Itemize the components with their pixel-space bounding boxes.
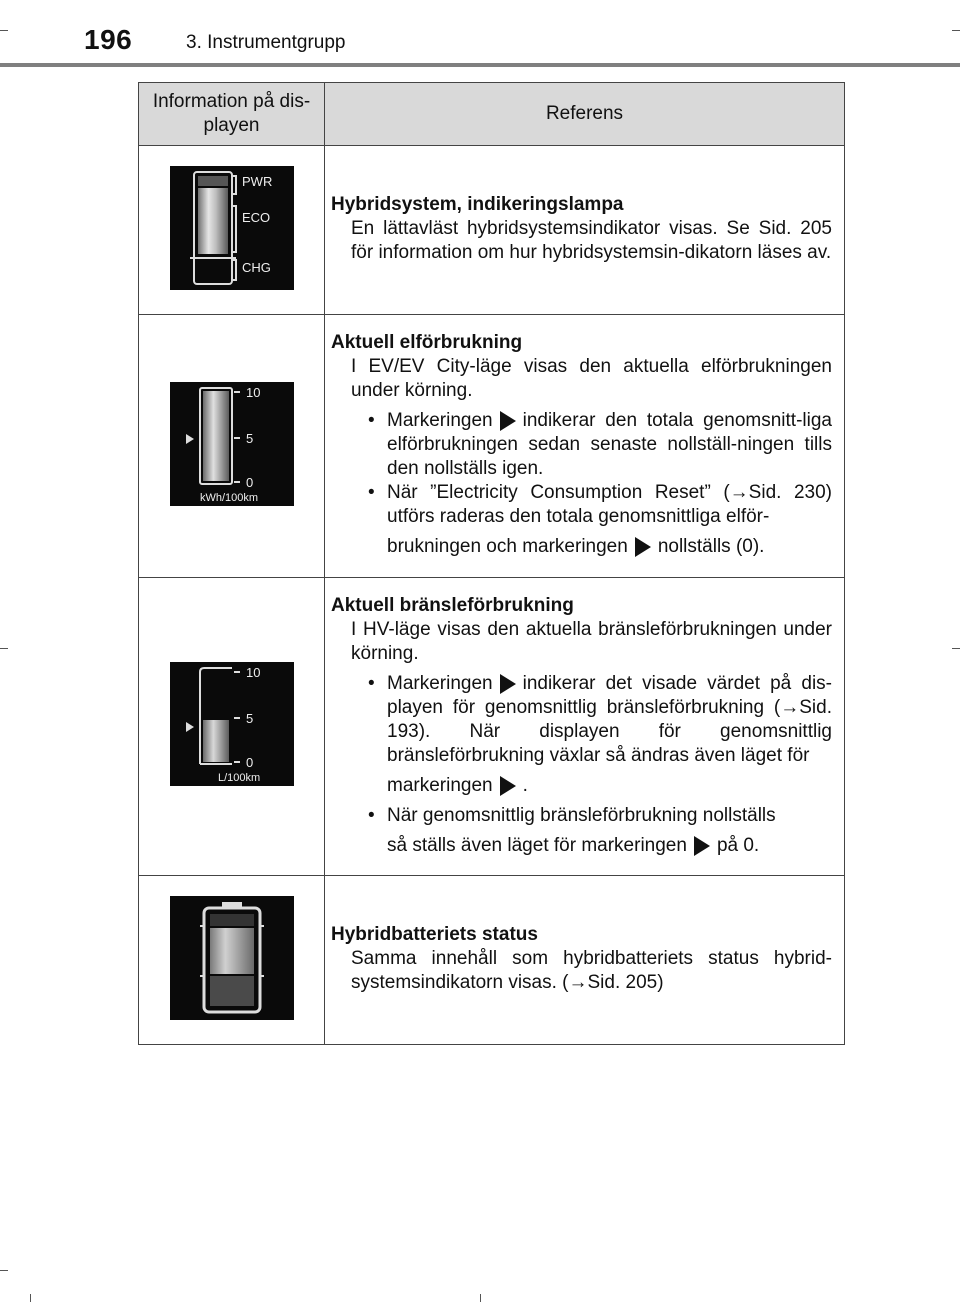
table-row xyxy=(139,876,845,1045)
marker-triangle-icon xyxy=(499,410,517,432)
tick-label-0: 0 xyxy=(245,474,253,490)
list-item: • Markeringen indikerar den totala genomsnitt-liga elförbrukningen sedan senaste nollställ-ningen tills den nollställs igen. xyxy=(368,409,832,481)
row-body: En lättavläst hybridsystemsindikator visas. Se Sid. 205 för information om hur hybridsystemsin-dikatorn läses av. xyxy=(351,218,832,263)
bullet-list xyxy=(331,804,832,828)
reference-table xyxy=(138,82,845,1045)
row-body: Samma innehåll som hybridbatteriets status hybrid-systemsindikatorn visas. (→Sid. 205) xyxy=(351,948,832,993)
table-row xyxy=(139,315,845,578)
chg-label: CHG xyxy=(241,259,271,275)
row-title: Hybridsystem, indikeringslampa xyxy=(331,194,624,215)
page-number: 196 xyxy=(84,24,133,55)
pwr-label: PWR xyxy=(241,173,272,189)
hybrid-system-indicator-icon xyxy=(170,166,294,290)
bullet-list xyxy=(331,409,832,529)
row-title: Hybridbatteriets status xyxy=(331,924,538,945)
table-row xyxy=(139,146,845,315)
row-title: Aktuell elförbrukning xyxy=(331,332,523,353)
marker-triangle-icon xyxy=(499,775,517,797)
hybrid-battery-icon xyxy=(170,896,294,1020)
crop-mark xyxy=(30,1294,31,1302)
table-row xyxy=(139,578,845,876)
marker-triangle-icon xyxy=(499,673,517,695)
bullet-list xyxy=(331,672,832,768)
marker-triangle-icon xyxy=(634,536,652,558)
column-header-info: Information på dis-playen xyxy=(139,83,325,146)
continued-text: så ställs även läget för markeringen på 0. xyxy=(387,834,760,856)
tick-label-10: 10 xyxy=(245,384,260,400)
tick-label-5: 5 xyxy=(245,711,253,726)
row-title: Aktuell bränsleförbrukning xyxy=(331,594,574,616)
continued-text: markeringen . xyxy=(387,774,528,796)
continued-text: brukningen och markeringen nollställs (0). xyxy=(387,536,765,557)
unit-label: L/100km xyxy=(217,772,260,784)
page-header xyxy=(0,0,960,64)
column-header-reference: Referens xyxy=(325,83,845,146)
list-item: • Markeringen indikerar det visade värdet på dis-playen för genomsnittlig bränsleförbrukning (→Sid. 193). När displayen för genomsnittlig bränsleförbrukning växlar så ändras även läget för xyxy=(368,672,832,768)
marker-triangle-icon xyxy=(693,835,711,857)
crop-mark xyxy=(480,1294,481,1302)
crop-mark xyxy=(952,648,960,649)
list-item: • När genomsnittlig bränsleförbrukning nollställs xyxy=(368,804,832,828)
fuel-gauge-icon xyxy=(170,662,294,786)
crop-mark xyxy=(0,1270,8,1271)
row-body: I HV-läge visas den aktuella bränsleförbrukningen under körning. xyxy=(351,618,832,664)
header-rule xyxy=(0,63,960,67)
list-item: • När ”Electricity Consumption Reset” (→Sid. 230) utförs raderas den totala genomsnittliga elför- xyxy=(368,481,832,529)
tick-label-10: 10 xyxy=(245,665,260,680)
electricity-gauge-icon xyxy=(170,382,294,506)
chapter-title: 3. Instrumentgrupp xyxy=(186,32,346,53)
row-body: I EV/EV City-läge visas den aktuella elförbrukningen under körning. xyxy=(351,356,832,401)
unit-label: kWh/100km xyxy=(199,491,258,504)
crop-mark xyxy=(0,648,8,649)
tick-label-0: 0 xyxy=(245,755,253,770)
eco-label: ECO xyxy=(241,209,270,225)
tick-label-5: 5 xyxy=(245,430,253,446)
